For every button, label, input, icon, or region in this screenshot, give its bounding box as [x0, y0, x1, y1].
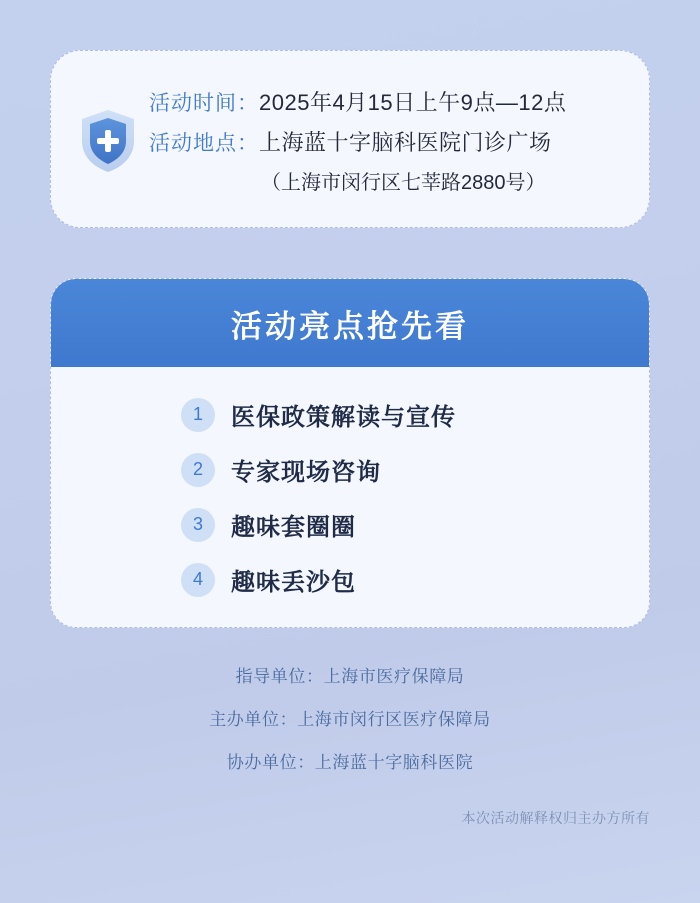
event-time-colon: ： [237, 91, 258, 115]
highlights-card [50, 278, 650, 628]
event-place-label: 活动地点 [149, 131, 237, 155]
organizer-value: 上海蓝十字脑科医院 [314, 753, 474, 772]
event-info-lines [149, 84, 623, 195]
list-item [181, 397, 649, 432]
organizers-block [0, 662, 700, 791]
list-item-number: 4 [181, 563, 215, 597]
organizer-value: 上海市医疗保障局 [323, 667, 465, 686]
organizer-row-cohost [0, 748, 700, 773]
list-item-label: 医保政策解读与宣传 [231, 404, 456, 431]
list-item-label: 趣味丢沙包 [231, 569, 356, 596]
list-item [181, 562, 649, 597]
event-time-label: 活动时间 [149, 91, 237, 115]
shield-plus-icon [77, 106, 139, 176]
organizer-row-guidance [0, 662, 700, 687]
list-item-number: 2 [181, 453, 215, 487]
event-info-card [50, 50, 650, 228]
list-item-number: 1 [181, 398, 215, 432]
highlights-title: 活动亮点抢先看 [231, 308, 469, 344]
list-item [181, 507, 649, 542]
event-time-value: 2025年4月15日上午9点—12点 [259, 89, 567, 115]
organizer-label: 协办单位： [226, 753, 315, 772]
event-place-colon: ： [237, 131, 258, 155]
event-place-value: 上海蓝十字脑科医院门诊广场 [259, 129, 552, 155]
list-item-number: 3 [181, 508, 215, 542]
organizer-label: 主办单位： [209, 710, 298, 729]
organizer-row-host [0, 705, 700, 730]
event-place-row [149, 126, 623, 157]
list-item-label: 专家现场咨询 [231, 459, 381, 486]
highlights-list [51, 367, 649, 597]
list-item [181, 452, 649, 487]
highlights-header [51, 279, 649, 367]
organizer-value: 上海市闵行区医疗保障局 [297, 710, 491, 729]
organizer-label: 指导单位： [235, 667, 324, 686]
footer-disclaimer: 本次活动解释权归主办方所有 [461, 810, 650, 826]
event-time-row [149, 86, 623, 117]
event-address-detail: （上海市闵行区七莘路2880号） [261, 171, 546, 194]
list-item-label: 趣味套圈圈 [231, 514, 356, 541]
